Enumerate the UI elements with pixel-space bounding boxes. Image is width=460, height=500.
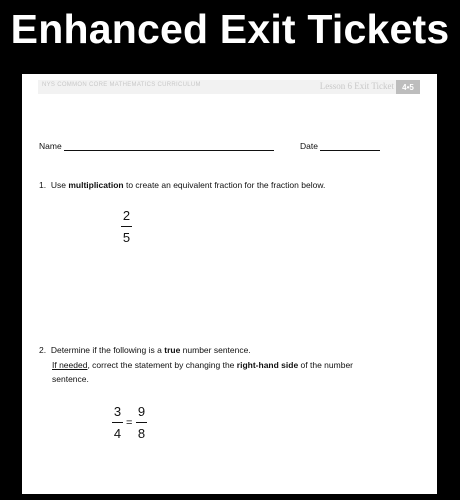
date-line[interactable]: [320, 150, 380, 151]
question-2-line-3: sentence.: [52, 374, 89, 384]
question-2-number: 2.: [39, 345, 47, 355]
question-2-underline: If needed: [52, 360, 88, 370]
question-2-line-1: [39, 345, 251, 355]
fraction-denominator: 5: [122, 230, 131, 245]
fraction-numerator: 9: [137, 404, 146, 419]
question-2-line-2: [52, 360, 353, 370]
fraction-numerator: 2: [122, 208, 131, 223]
equals-sign: =: [126, 417, 133, 429]
name-line[interactable]: [64, 150, 274, 151]
name-label: Name: [39, 141, 62, 151]
fraction-numerator: 3: [113, 404, 122, 419]
fraction-bar: [121, 226, 132, 227]
question-1-number: 1.: [39, 180, 47, 190]
fraction-denominator: 8: [137, 426, 146, 441]
question-2-left-fraction: [112, 404, 123, 441]
question-1-bold: multiplication: [68, 180, 124, 190]
question-2-post: number sentence.: [182, 345, 251, 355]
lesson-title: Lesson 6 Exit Ticket: [319, 81, 394, 91]
fraction-bar: [112, 422, 123, 423]
question-1-text: [39, 180, 325, 190]
curriculum-label: NYS COMMON CORE MATHEMATICS CURRICULUM: [42, 82, 201, 88]
question-2-bold-rhs: right-hand side: [236, 360, 299, 370]
question-1-post: to create an equivalent fraction for the fraction below.: [125, 180, 326, 190]
question-2-pre: Determine if the following is a: [50, 345, 162, 355]
fraction-bar: [136, 422, 147, 423]
fraction-denominator: 4: [113, 426, 122, 441]
question-2-mid: , correct the statement by changing the: [87, 360, 235, 370]
date-label: Date: [300, 141, 318, 151]
question-1-fraction: [121, 208, 132, 245]
question-1-pre: Use: [50, 180, 66, 190]
worksheet-page: [22, 74, 437, 494]
question-2-bold-true: true: [164, 345, 181, 355]
question-2-line2-post: of the number: [300, 360, 353, 370]
banner-title: Enhanced Exit Tickets: [10, 5, 450, 52]
page-header: [38, 80, 420, 94]
module-badge: 4•5: [396, 80, 420, 94]
question-2-right-fraction: [136, 404, 147, 441]
